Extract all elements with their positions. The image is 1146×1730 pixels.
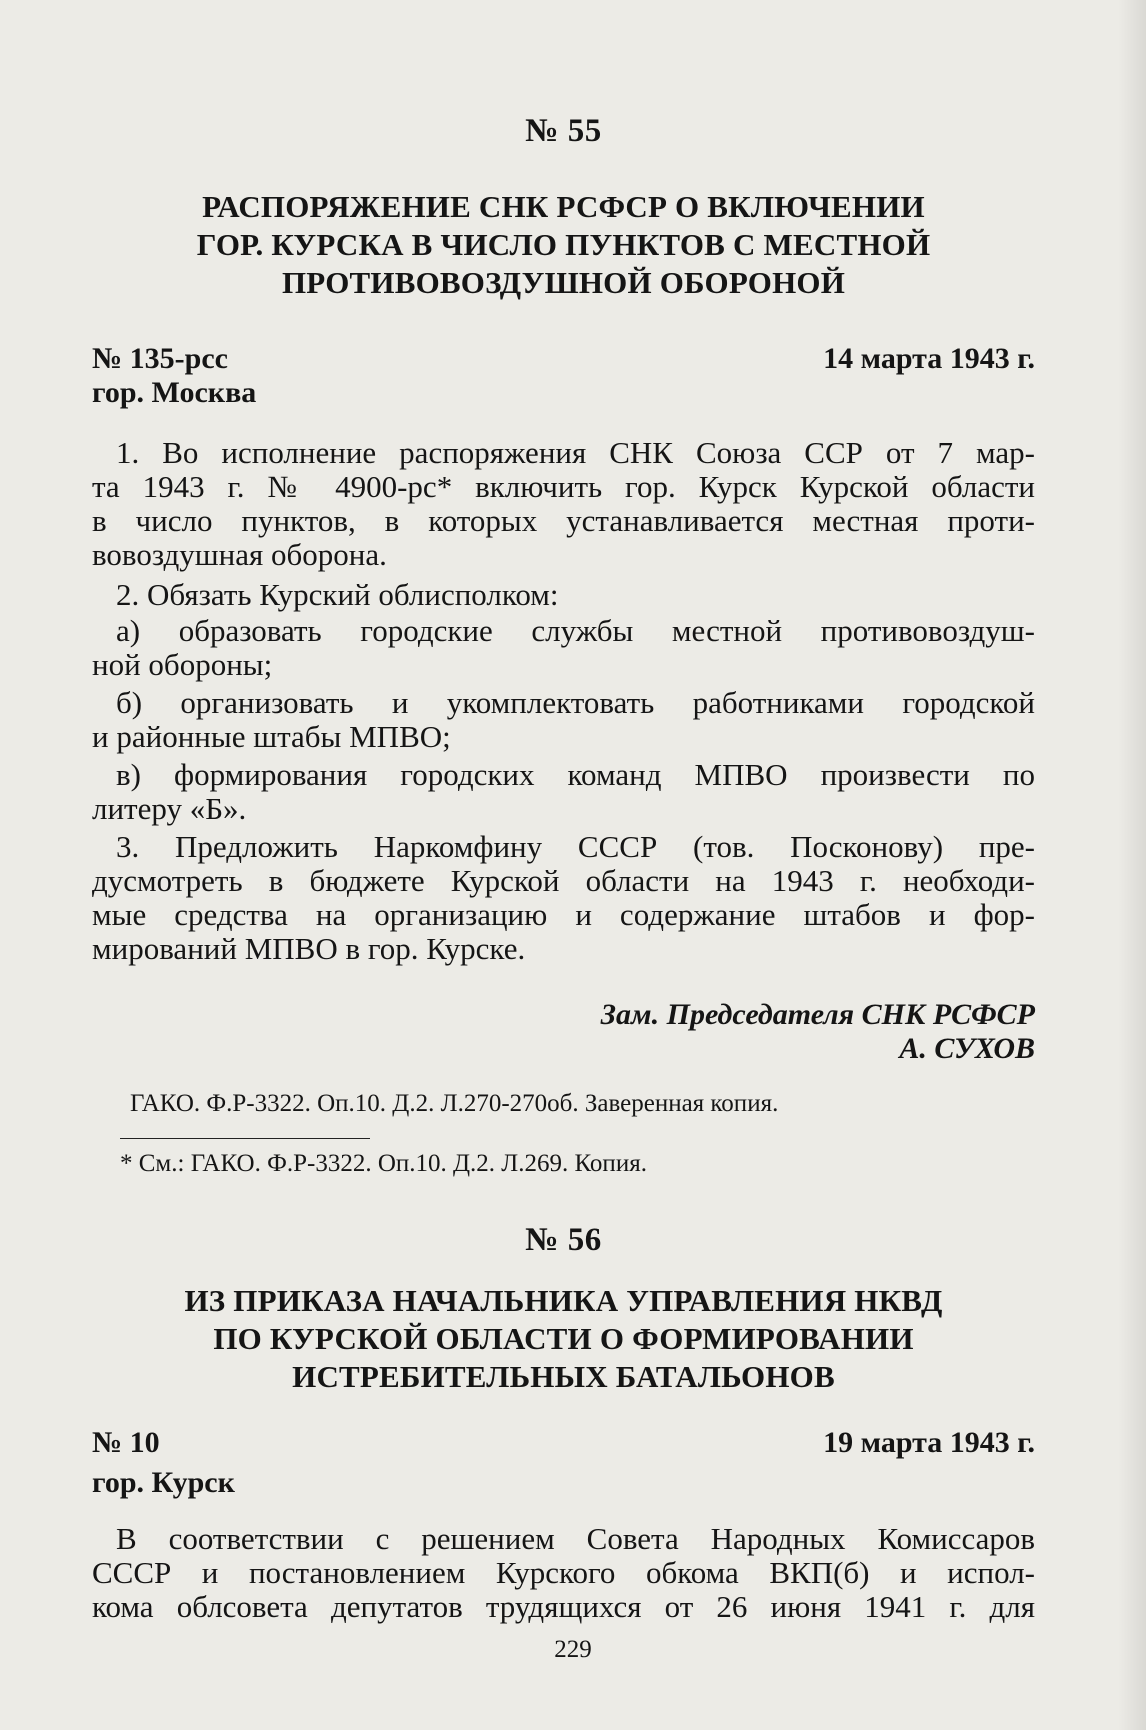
doc56-date: 19 марта 1943 г. [823, 1426, 1035, 1459]
doc55-p6-line-3: мые средства на организацию и содержание штабов и фор- [92, 897, 1035, 932]
doc55-paragraph-2 [92, 578, 1035, 612]
doc56-title-line-3: ИСТРЕБИТЕЛЬНЫХ БАТАЛЬОНОВ [292, 1359, 835, 1394]
doc55-paragraph-4 [92, 686, 1035, 754]
doc55-p5-line-1: в) формирования городских команд МПВО произвести по [116, 757, 1035, 792]
doc55-p6-line-1: 3. Предложить Наркомфину СССР (тов. Посконову) пре- [116, 829, 1035, 864]
doc55-title-line-2: ГОР. КУРСКА В ЧИСЛО ПУНКТОВ С МЕСТНОЙ [196, 227, 931, 262]
doc55-title-line-3: ПРОТИВОВОЗДУШНОЙ ОБОРОНОЙ [281, 265, 846, 300]
doc56-p1-line-3: кома облсовета депутатов трудящихся от 26 июня 1941 г. для [92, 1589, 1035, 1624]
doc56-place: гор. Курск [92, 1466, 235, 1499]
doc55-title [92, 188, 1035, 302]
page-edge-shadow [1118, 0, 1146, 1730]
doc55-paragraph-3 [92, 614, 1035, 682]
doc55-number: № 55 [525, 113, 602, 149]
doc55-paragraph-5 [92, 758, 1035, 826]
doc55-p6-line-4: мирований МПВО в гор. Курске. [92, 931, 526, 966]
footnote-divider [120, 1138, 370, 1139]
doc55-reg-number: № 135-рсс [92, 342, 228, 375]
doc55-signature-title: Зам. Председателя СНК РСФСР [600, 998, 1035, 1031]
doc55-place: гор. Москва [92, 376, 257, 409]
doc55-title-line-1: РАСПОРЯЖЕНИЕ СНК РСФСР О ВКЛЮЧЕНИИ [202, 189, 925, 224]
doc56-p1-line-1: В соответствии с решением Совета Народных Комиссаров [116, 1521, 1035, 1556]
doc55-p1-line-1: 1. Во исполнение распоряжения СНК Союза ССР от 7 мар- [116, 435, 1035, 470]
doc55-footnote: * См.: ГАКО. Ф.Р-3322. Оп.10. Д.2. Л.269. Копия. [120, 1150, 647, 1177]
doc56-number: № 56 [525, 1222, 602, 1258]
doc56-p1-line-2: СССР и постановлением Курского обкома ВКП(б) и испол- [92, 1555, 1035, 1590]
doc56-title-line-2: ПО КУРСКОЙ ОБЛАСТИ О ФОРМИРОВАНИИ [213, 1321, 914, 1356]
doc56-reg-number: № 10 [92, 1426, 160, 1459]
doc55-p1-line-2: та 1943 г. № 4900-рс* включить гор. Курск Курской области [92, 469, 1035, 504]
doc56-title-line-1: ИЗ ПРИКАЗА НАЧАЛЬНИКА УПРАВЛЕНИЯ НКВД [184, 1283, 943, 1318]
doc56-paragraph-1 [92, 1522, 1035, 1624]
doc55-archive-source: ГАКО. Ф.Р-3322. Оп.10. Д.2. Л.270-270об. Заверенная копия. [130, 1090, 779, 1117]
doc55-p4-line-1: б) организовать и укомплектовать работниками городской [116, 685, 1035, 720]
page-number: 229 [554, 1636, 592, 1663]
doc55-date: 14 марта 1943 г. [823, 342, 1035, 375]
doc56-title [92, 1282, 1035, 1396]
doc55-p1-line-3: в число пунктов, в которых устанавливается местная проти- [92, 503, 1035, 538]
doc55-p4-line-2: и районные штабы МПВО; [92, 719, 451, 754]
doc55-paragraph-6 [92, 830, 1035, 966]
doc55-p3-line-2: ной обороны; [92, 647, 273, 682]
doc55-signature-name: А. СУХОВ [899, 1032, 1035, 1065]
doc55-paragraph-1 [92, 436, 1035, 572]
doc55-p2-line-1: 2. Обязать Курский облисполком: [116, 577, 559, 612]
doc55-p1-line-4: вовоздушная оборона. [92, 537, 387, 572]
doc55-p5-line-2: литеру «Б». [92, 791, 247, 826]
doc55-p6-line-2: дусмотреть в бюджете Курской области на 1943 г. необходи- [92, 863, 1035, 898]
doc55-p3-line-1: а) образовать городские службы местной противовоздуш- [116, 613, 1035, 648]
